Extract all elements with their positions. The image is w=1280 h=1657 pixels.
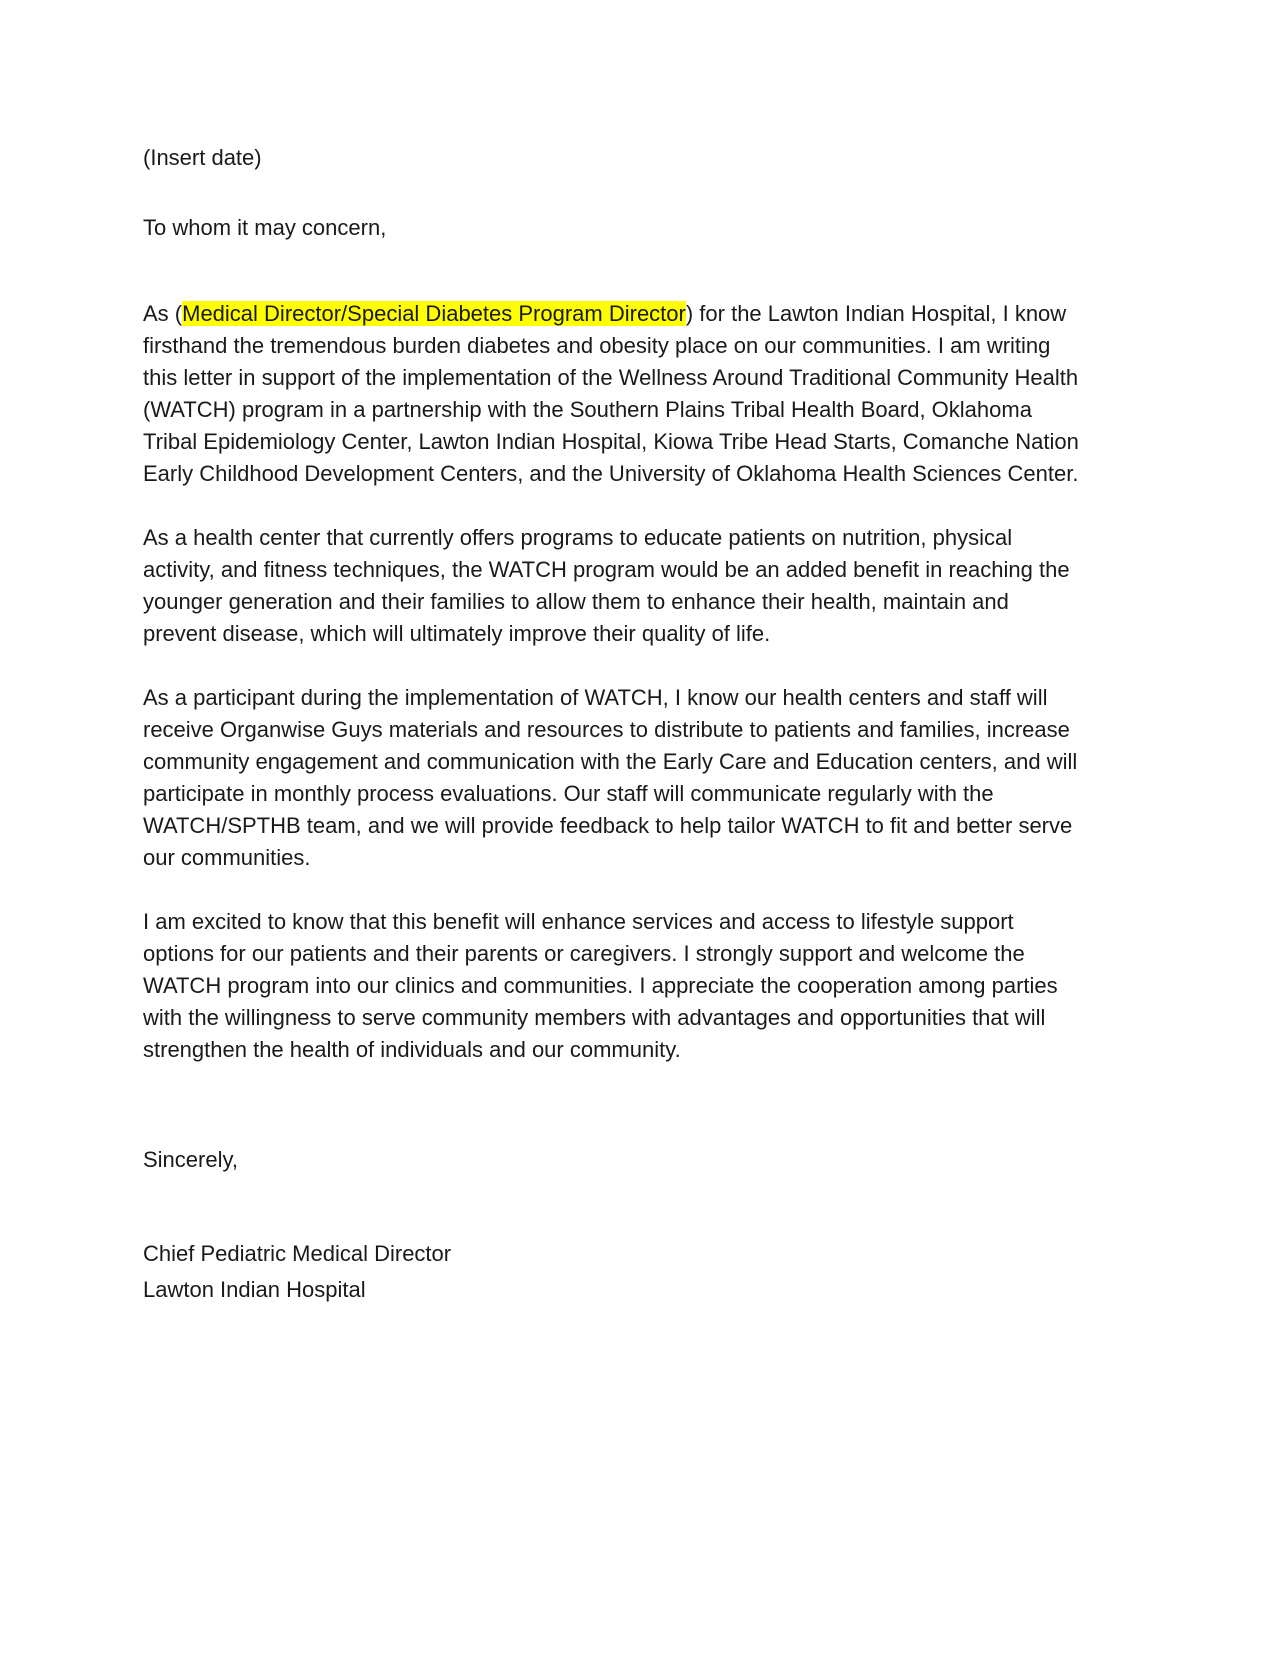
date-placeholder: (Insert date) [143,145,262,170]
paragraph-health-center-benefit: As a health center that currently offers programs to educate patients on nutrition, physical activity, and fitness techniques, the WATCH program would be an added benefit in reaching the younger generation and their families to allow them to enhance their health, maintain and prevent disease, which will ultimately improve their quality of life. [143,525,1070,646]
paragraph-support-statement: I am excited to know that this benefit will enhance services and access to lifestyle support options for our patients and their parents or caregivers. I strongly support and welcome the WATCH program into our clinics and communities. I appreciate the cooperation among parties with the willingness to serve community members with advantages and opportunities that will strengthen the health of individuals and our community. [143,909,1058,1062]
closing: Sincerely, [143,1147,238,1172]
paragraph-participation-details: As a participant during the implementation of WATCH, I know our health centers and staff will receive Organwise Guys materials and resources to distribute to patients and families, increase community engagement and communication with the Early Care and Education centers, and will participate in monthly process evaluations. Our staff will communicate regularly with the WATCH/SPTHB team, and we will provide feedback to help tailor WATCH to fit and better serve our communities. [143,685,1078,870]
paragraph-support-intro [143,298,1083,490]
letter-body [143,142,1083,1308]
signature-organization: Lawton Indian Hospital [143,1277,366,1302]
paragraph1-segment-before: As ( [143,301,183,326]
salutation: To whom it may concern, [143,215,387,240]
paragraph1-segment-after: ) for the Lawton Indian Hospital, I know firsthand the tremendous burden diabetes and obesity place on our communities. I am writing this letter in support of the implementation of the Wellness Around Traditional Community Health (WATCH) program in a partnership with the Southern Plains Tribal Health Board, Oklahoma Tribal Epidemiology Center, Lawton Indian Hospital, Kiowa Tribe Head Starts, Comanche Nation Early Childhood Development Centers, and the University of Oklahoma Health Sciences Center. [143,301,1079,486]
highlighted-role-text: Medical Director/Special Diabetes Program Director [182,301,686,326]
signature-title: Chief Pediatric Medical Director [143,1241,452,1266]
signature-block [143,1236,1083,1308]
